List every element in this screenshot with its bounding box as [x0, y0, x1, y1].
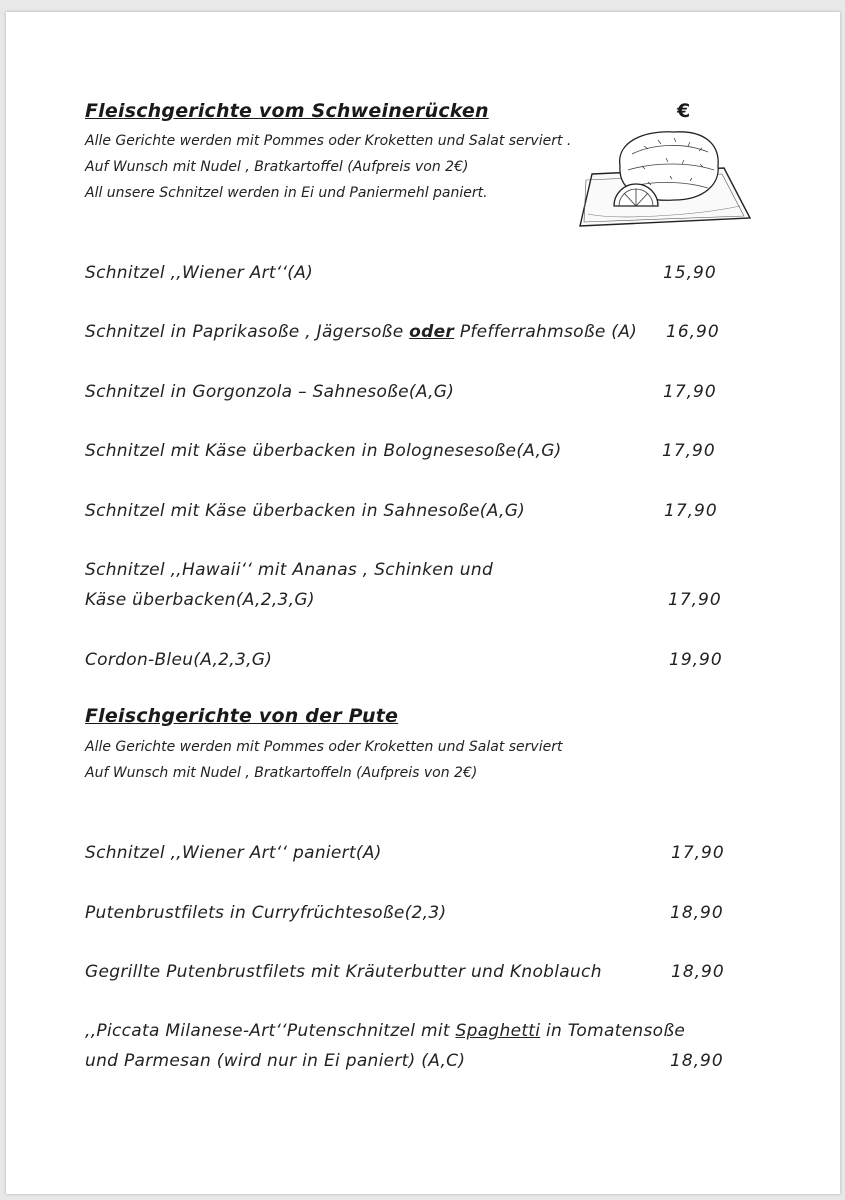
menu-item-emphasis: Spaghetti: [455, 1021, 541, 1041]
menu-item-piccata-milanese: [85, 1021, 685, 1041]
menu-item-price: 17,90: [662, 441, 716, 461]
menu-page: [6, 12, 840, 1194]
menu-item-price: 17,90: [664, 501, 718, 521]
section2-note-2: Auf Wunsch mit Nudel , Bratkartoffeln (Aufpreis von 2€): [85, 765, 478, 781]
section1-note-1: Alle Gerichte werden mit Pommes oder Kroketten und Salat serviert .: [85, 133, 572, 149]
menu-item-text: Pfefferrahmsoße (A): [454, 322, 638, 342]
menu-item-schnitzel-bolognese: Schnitzel mit Käse überbacken in Bolognesesoße(A,G): [85, 441, 562, 461]
section-title-pute: Fleischgerichte von der Pute: [85, 705, 399, 727]
menu-item-schnitzel-hawaii-line2: Käse überbacken(A,2,3,G): [85, 590, 315, 610]
menu-item-price: 17,90: [671, 843, 725, 863]
menu-item-price: 19,90: [669, 650, 723, 670]
menu-item-cordon-bleu: Cordon-Bleu(A,2,3,G): [85, 650, 273, 670]
menu-item-price: 17,90: [668, 590, 722, 610]
menu-item-price: 15,90: [663, 263, 717, 283]
menu-item-price: 17,90: [663, 382, 717, 402]
menu-item-pute-wiener-art: Schnitzel ,,Wiener Art‘‘ paniert(A): [85, 843, 382, 863]
menu-item-price: 18,90: [670, 903, 724, 923]
menu-item-text: Schnitzel in Paprikasoße , Jägersoße: [85, 322, 410, 342]
menu-item-emphasis: oder: [409, 322, 455, 342]
menu-item-schnitzel-sosse: [85, 322, 637, 342]
section-title-schweinerucken: Fleischgerichte vom Schweinerücken: [85, 100, 489, 122]
schnitzel-plate-icon: [574, 126, 754, 234]
menu-item-putenbrust-curry: Putenbrustfilets in Curryfrüchtesoße(2,3): [85, 903, 447, 923]
section1-note-2: Auf Wunsch mit Nudel , Bratkartoffel (Aufpreis von 2€): [85, 159, 469, 175]
section2-note-1: Alle Gerichte werden mit Pommes oder Kroketten und Salat serviert: [85, 739, 563, 755]
menu-item-price: 18,90: [670, 1051, 724, 1071]
menu-item-price: 18,90: [671, 962, 725, 982]
menu-item-text: in Tomatensoße: [540, 1021, 686, 1041]
menu-item-putenbrust-gegrillt: Gegrillte Putenbrustfilets mit Kräuterbutter und Knoblauch: [85, 962, 602, 982]
menu-item-schnitzel-sahnesosse: Schnitzel mit Käse überbacken in Sahnesoße(A,G): [85, 501, 526, 521]
menu-item-schnitzel-gorgonzola: Schnitzel in Gorgonzola – Sahnesoße(A,G): [85, 382, 455, 402]
menu-item-piccata-milanese-line2: und Parmesan (wird nur in Ei paniert) (A,C): [85, 1051, 466, 1071]
currency-header: €: [677, 100, 691, 122]
menu-item-price: 16,90: [666, 322, 720, 342]
section1-note-3: All unsere Schnitzel werden in Ei und Paniermehl paniert.: [85, 185, 488, 201]
menu-item-text: ,,Piccata Milanese-Art‘‘Putenschnitzel mit: [85, 1021, 456, 1041]
menu-item-schnitzel-wiener-art: Schnitzel ,,Wiener Art‘‘(A): [85, 263, 314, 283]
menu-item-schnitzel-hawaii: Schnitzel ,,Hawaii‘‘ mit Ananas , Schinken und: [85, 560, 494, 580]
